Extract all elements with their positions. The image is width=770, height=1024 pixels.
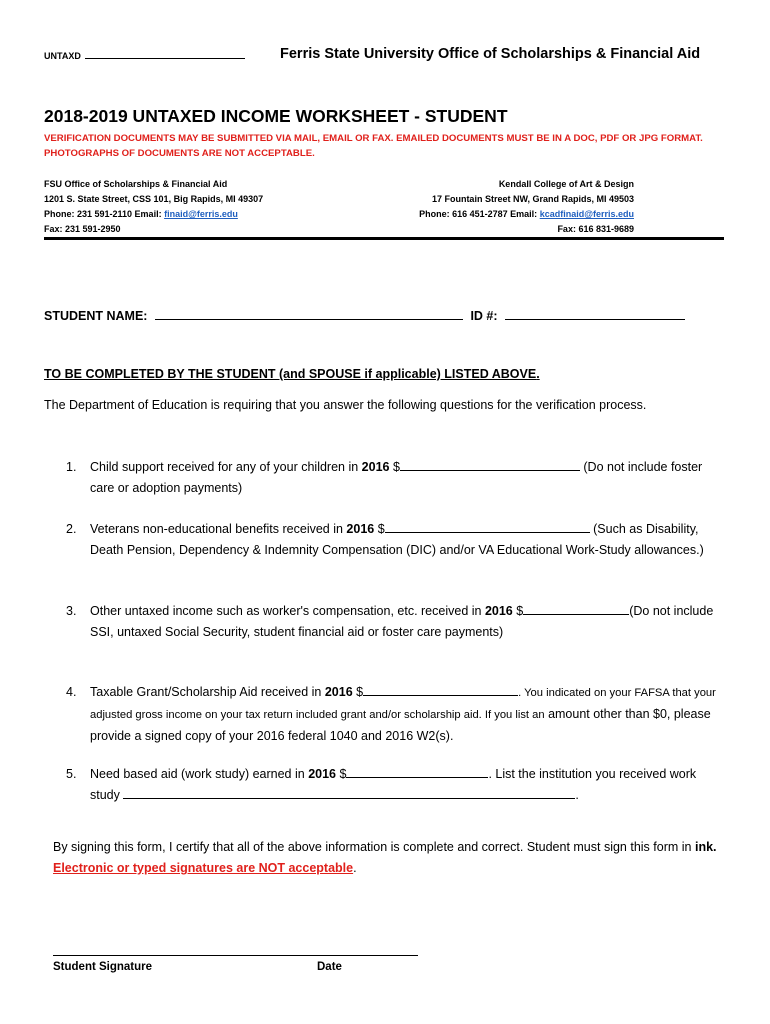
question-text: Other untaxed income such as worker's compensation, etc. received in 2016 $ (Do not include SSI, untaxed Social Security, student financial aid or foster care payments): [90, 601, 716, 643]
office-right-email-link[interactable]: kcadfinaid@ferris.edu: [539, 209, 634, 219]
certification-statement: [53, 837, 733, 879]
question-prompt: Veterans non-educational benefits received in: [90, 522, 347, 536]
question-note: amount other than $0, please provide a signed copy of your 2016 federal 1040 and 2016 W2(s).: [90, 707, 711, 743]
question-number: 2.: [66, 522, 77, 536]
untaxd-label: UNTAXD: [44, 51, 81, 61]
office-left-phone: Phone: 231 591-2110 Email:: [44, 209, 165, 219]
intro-text: The Department of Education is requiring that you answer the following questions for the verification process.: [44, 398, 647, 412]
instructions-text: TO BE COMPLETED BY THE STUDENT (and SPOUSE if applicable) LISTED ABOVE: [44, 367, 537, 381]
tax-year: 2016: [484, 604, 513, 618]
question-text: Need based aid (work study) earned in 2016 $ . List the institution you received work study .: [90, 764, 716, 806]
office-left-email-link[interactable]: finaid@ferris.edu: [164, 209, 238, 219]
work-study-institution-field[interactable]: [123, 785, 575, 799]
question-number: 1.: [66, 460, 77, 474]
untaxd-field: [44, 50, 245, 61]
student-id-label: ID #:: [470, 309, 498, 323]
certification-end: .: [353, 861, 357, 875]
date-label: Date: [317, 961, 342, 973]
ink-requirement: ink.: [694, 840, 717, 854]
tax-year: 2016: [361, 460, 390, 474]
question-number: 4.: [66, 685, 77, 699]
untaxd-blank[interactable]: [85, 50, 245, 59]
office-right-contact: [419, 177, 634, 237]
completion-instructions: TO BE COMPLETED BY THE STUDENT (and SPOUSE if applicable) LISTED ABOVE.: [44, 367, 540, 381]
question-note: (Do not include SSI, untaxed Social Security, student financial aid or foster care payments): [90, 604, 714, 639]
page-title: 2018-2019 UNTAXED INCOME WORKSHEET - STUDENT: [44, 106, 508, 126]
veterans-benefits-amount-field[interactable]: [385, 519, 590, 533]
question-note: (Do not include foster care or adoption payments): [90, 460, 703, 495]
question-text: Taxable Grant/Scholarship Aid received in 2016 $ . You indicated on your FAFSA that your adjusted gross income on your tax return included grant and/or scholarship aid. If you list an amount other than $0, please provide a signed copy of your 2016 federal 1040 and 2016 W2(s).: [90, 682, 716, 747]
tax-year: 2016: [346, 522, 375, 536]
student-name-field[interactable]: [155, 306, 463, 320]
office-right-fax: Fax: 616 831-9689: [557, 224, 634, 234]
office-right-address: 17 Fountain Street NW, Grand Rapids, MI 49503: [431, 194, 634, 204]
question-note: (Such as Disability, Death Pension, Dependency & Indemnity Compensation (DIC) and/or VA Educational Work-Study allowances.): [90, 522, 704, 557]
student-name-label: STUDENT NAME:: [44, 309, 148, 323]
submission-notice: VERIFICATION DOCUMENTS MAY BE SUBMITTED VIA MAIL, EMAIL OR FAX. EMAILED DOCUMENTS MUST BE IN A DOC, PDF OR JPG FORMAT. PHOTOGRAPHS OF DOCUMENTS ARE NOT ACCEPTABLE.: [44, 133, 703, 159]
university-header: Ferris State University Office of Scholarships & Financial Aid: [280, 46, 701, 62]
office-right-phone: Phone: 616 451-2787 Email:: [419, 209, 540, 219]
work-study-amount-field[interactable]: [346, 764, 488, 778]
tax-year: 2016: [308, 767, 336, 781]
fafsa-note: . You indicated on your FAFSA that your adjusted gross income on your tax return included grant and/or scholarship aid. If you list an: [90, 687, 716, 721]
section-divider: [44, 237, 724, 240]
question-prompt: Need based aid (work study) earned in: [90, 767, 309, 781]
question-text: Child support received for any of your children in 2016 $ (Do not include foster care or adoption payments): [90, 457, 716, 499]
student-id-field[interactable]: [505, 306, 685, 320]
office-left-phone-email: [44, 207, 263, 222]
office-left-address: 1201 S. State Street, CSS 101, Big Rapids, MI 49307: [44, 194, 264, 204]
question-number: 5.: [66, 767, 77, 781]
office-left-fax: Fax: 231 591-2950: [44, 224, 121, 234]
question-prompt: Taxable Grant/Scholarship Aid received in: [90, 685, 325, 699]
signature-line[interactable]: [53, 955, 418, 956]
other-untaxed-income-field[interactable]: [523, 601, 629, 615]
office-left-contact: [44, 177, 263, 237]
tax-year: 2016: [324, 685, 353, 699]
grant-scholarship-amount-field[interactable]: [363, 682, 518, 696]
question-prompt: Child support received for any of your children in: [90, 460, 362, 474]
certification-text: By signing this form, I certify that all of the above information is complete and correct. Student must sign this form in: [53, 840, 695, 854]
student-info-line: [44, 306, 685, 323]
student-signature-label: Student Signature: [53, 961, 153, 973]
office-right-phone-email: [419, 207, 634, 222]
child-support-amount-field[interactable]: [400, 457, 580, 471]
question-end: .: [575, 788, 579, 802]
question-institution-prompt: . List the institution you received work study: [90, 767, 697, 802]
signature-warning: Electronic or typed signatures are NOT acceptable: [53, 861, 354, 875]
office-right-name: Kendall College of Art & Design: [498, 179, 634, 189]
office-left-name: FSU Office of Scholarships & Financial Aid: [44, 179, 228, 189]
question-prompt: Other untaxed income such as worker's compensation, etc. received in: [90, 604, 485, 618]
question-number: 3.: [66, 604, 77, 618]
question-text: Veterans non-educational benefits received in 2016 $ (Such as Disability, Death Pension, Dependency & Indemnity Compensation (DIC) and/or VA Educational Work-Study allowances.): [90, 519, 716, 561]
